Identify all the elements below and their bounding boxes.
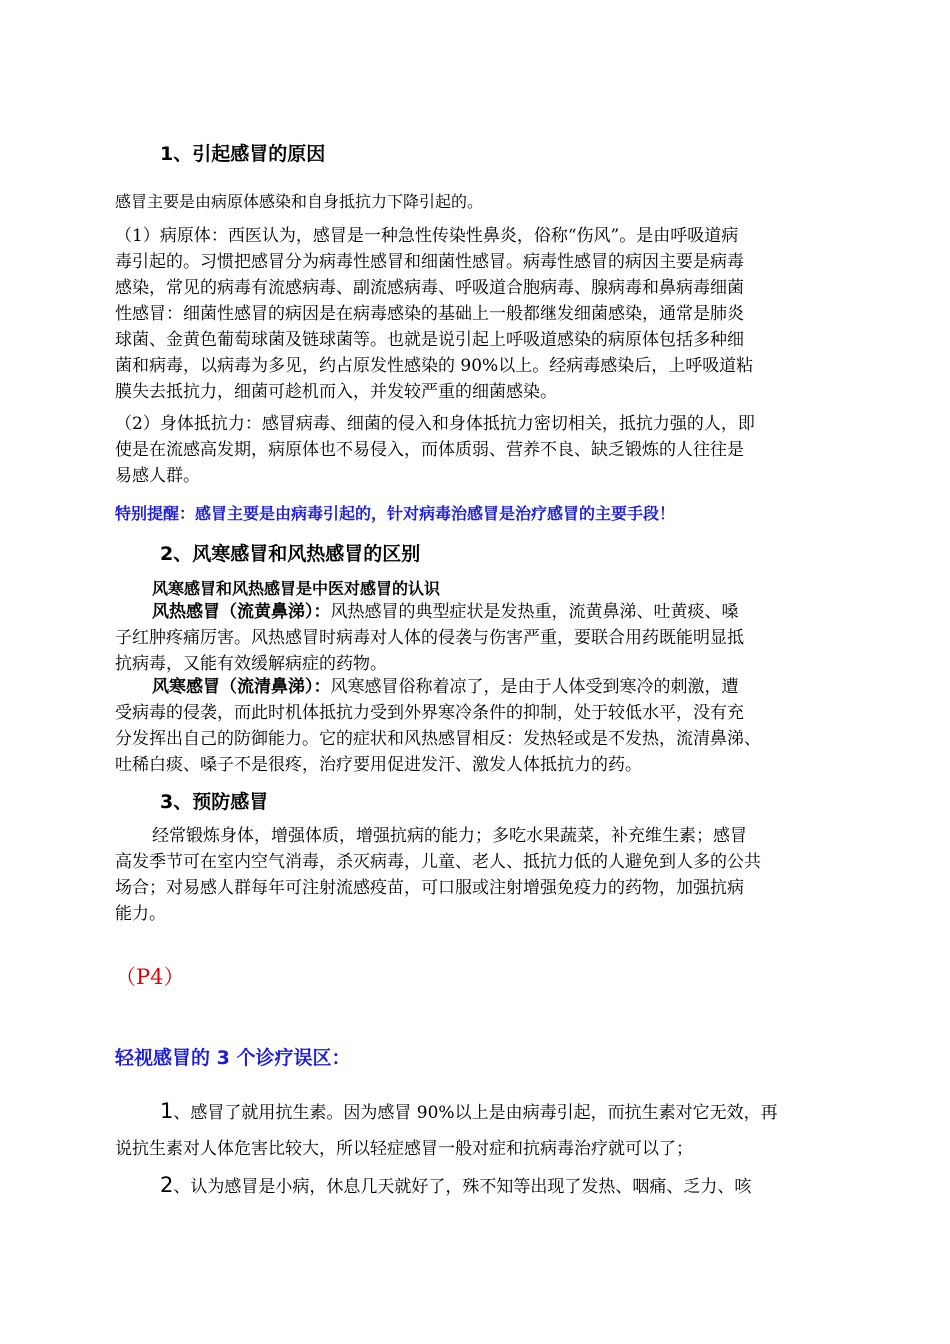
text-line: 高发季节可在室内空气消毒，杀灭病毒，儿童、老人、抵抗力低的人避免到人多的公共 <box>115 852 761 872</box>
heading-prevention: 3、预防感冒 <box>160 791 269 813</box>
difference-subheading: 风寒感冒和风热感冒是中医对感冒的认识 <box>152 579 441 598</box>
text-line: 使是在流感高发期，病原体也不易侵入，而体质弱、营养不良、缺乏锻炼的人往往是 <box>115 440 744 460</box>
pathogen-paragraph <box>115 223 840 405</box>
text-line <box>115 674 840 700</box>
text-line <box>115 1093 840 1131</box>
text-line: 说抗生素对人体危害比较大，所以轻症感冒一般对症和抗病毒治疗就可以了； <box>115 1139 693 1159</box>
text-line: 毒引起的。习惯把感冒分为病毒性感冒和细菌性感冒。病毒性感冒的病因主要是病毒 <box>115 252 744 272</box>
resistance-paragraph <box>115 411 840 489</box>
text-line: 感染，常见的病毒有流感病毒、副流感病毒、呼吸道合胞病毒、腺病毒和鼻病毒细菌 <box>115 278 744 298</box>
misconception-2 <box>115 1167 840 1205</box>
misconception-1 <box>115 1093 840 1167</box>
item-number: 1 <box>160 1099 174 1123</box>
text-line: 吐稀白痰、嗓子不是很疼，治疗要用促进发汗、激发人体抵抗力的药。 <box>115 755 642 775</box>
wind-cold-term: 风寒感冒（流清鼻涕）： <box>152 677 331 697</box>
item-text: 、感冒了就用抗生素。因为感冒 90%以上是由病毒引起，而抗生素对它无效，再 <box>173 1103 778 1123</box>
wind-heat-paragraph <box>115 599 840 677</box>
prevention-paragraph <box>115 823 840 927</box>
text-line <box>115 1167 840 1205</box>
wind-heat-desc: 风热感冒的典型症状是发热重，流黄鼻涕、吐黄痰、嗓 <box>330 602 739 622</box>
text-line: 球菌、金黄色葡萄球菌及链球菌等。也就是说引起上呼吸道感染的病原体包括多种细 <box>115 330 744 350</box>
intro-text: 感冒主要是由病原体感染和自身抵抗力下降引起的。 <box>115 192 484 211</box>
special-reminder: 特别提醒：感冒主要是由病毒引起的，针对病毒治感冒是治疗感冒的主要手段！ <box>115 504 676 523</box>
item-text: 、认为感冒是小病，休息几天就好了，殊不知等出现了发热、咽痛、乏力、咳 <box>173 1177 752 1197</box>
wind-cold-desc: 风寒感冒俗称着凉了，是由于人体受到寒冷的刺激，遭 <box>330 677 739 697</box>
text-line: 膜失去抵抗力，细菌可趁机而入，并发较严重的细菌感染。 <box>115 382 557 402</box>
page-marker: （P4） <box>115 965 185 989</box>
text-line: 抗病毒，又能有效缓解病症的药物。 <box>115 654 387 674</box>
text-line: 分发挥出自己的防御能力。它的症状和风热感冒相反：发热轻或是不发热，流清鼻涕、 <box>115 729 761 749</box>
text-line: 易感人群。 <box>115 466 200 486</box>
wind-heat-term: 风热感冒（流黄鼻涕）： <box>152 602 331 622</box>
text-line <box>115 599 840 625</box>
heading-causes: 1、引起感冒的原因 <box>160 143 326 165</box>
text-line: 能力。 <box>115 904 166 924</box>
text-line: 经常锻炼身体，增强体质，增强抗病的能力；多吃水果蔬菜，补充维生素；感冒 <box>152 826 747 846</box>
misconceptions-heading: 轻视感冒的 3 个诊疗误区： <box>115 1047 351 1069</box>
text-line: 受病毒的侵袭，而此时机体抵抗力受到外界寒冷条件的抑制，处于较低水平，没有充 <box>115 703 744 723</box>
text-line: （1）病原体：西医认为，感冒是一种急性传染性鼻炎，俗称“伤风”。是由呼吸道病 <box>115 226 739 246</box>
item-number: 2 <box>160 1173 174 1197</box>
text-line: （2）身体抵抗力：感冒病毒、细菌的侵入和身体抵抗力密切相关，抵抗力强的人，即 <box>115 414 755 434</box>
text-line: 子红肿疼痛厉害。风热感冒时病毒对人体的侵袭与伤害严重，要联合用药既能明显抵 <box>115 628 744 648</box>
text-line: 性感冒：细菌性感冒的病因是在病毒感染的基础上一般都继发细菌感染，通常是肺炎 <box>115 304 744 324</box>
heading-difference: 2、风寒感冒和风热感冒的区别 <box>160 543 421 565</box>
wind-cold-paragraph <box>115 674 840 778</box>
text-line: 菌和病毒，以病毒为多见，约占原发性感染的 90%以上。经病毒感染后，上呼吸道粘 <box>115 356 754 376</box>
text-line: 场合；对易感人群每年可注射流感疫苗，可口服或注射增强免疫力的药物，加强抗病 <box>115 878 744 898</box>
